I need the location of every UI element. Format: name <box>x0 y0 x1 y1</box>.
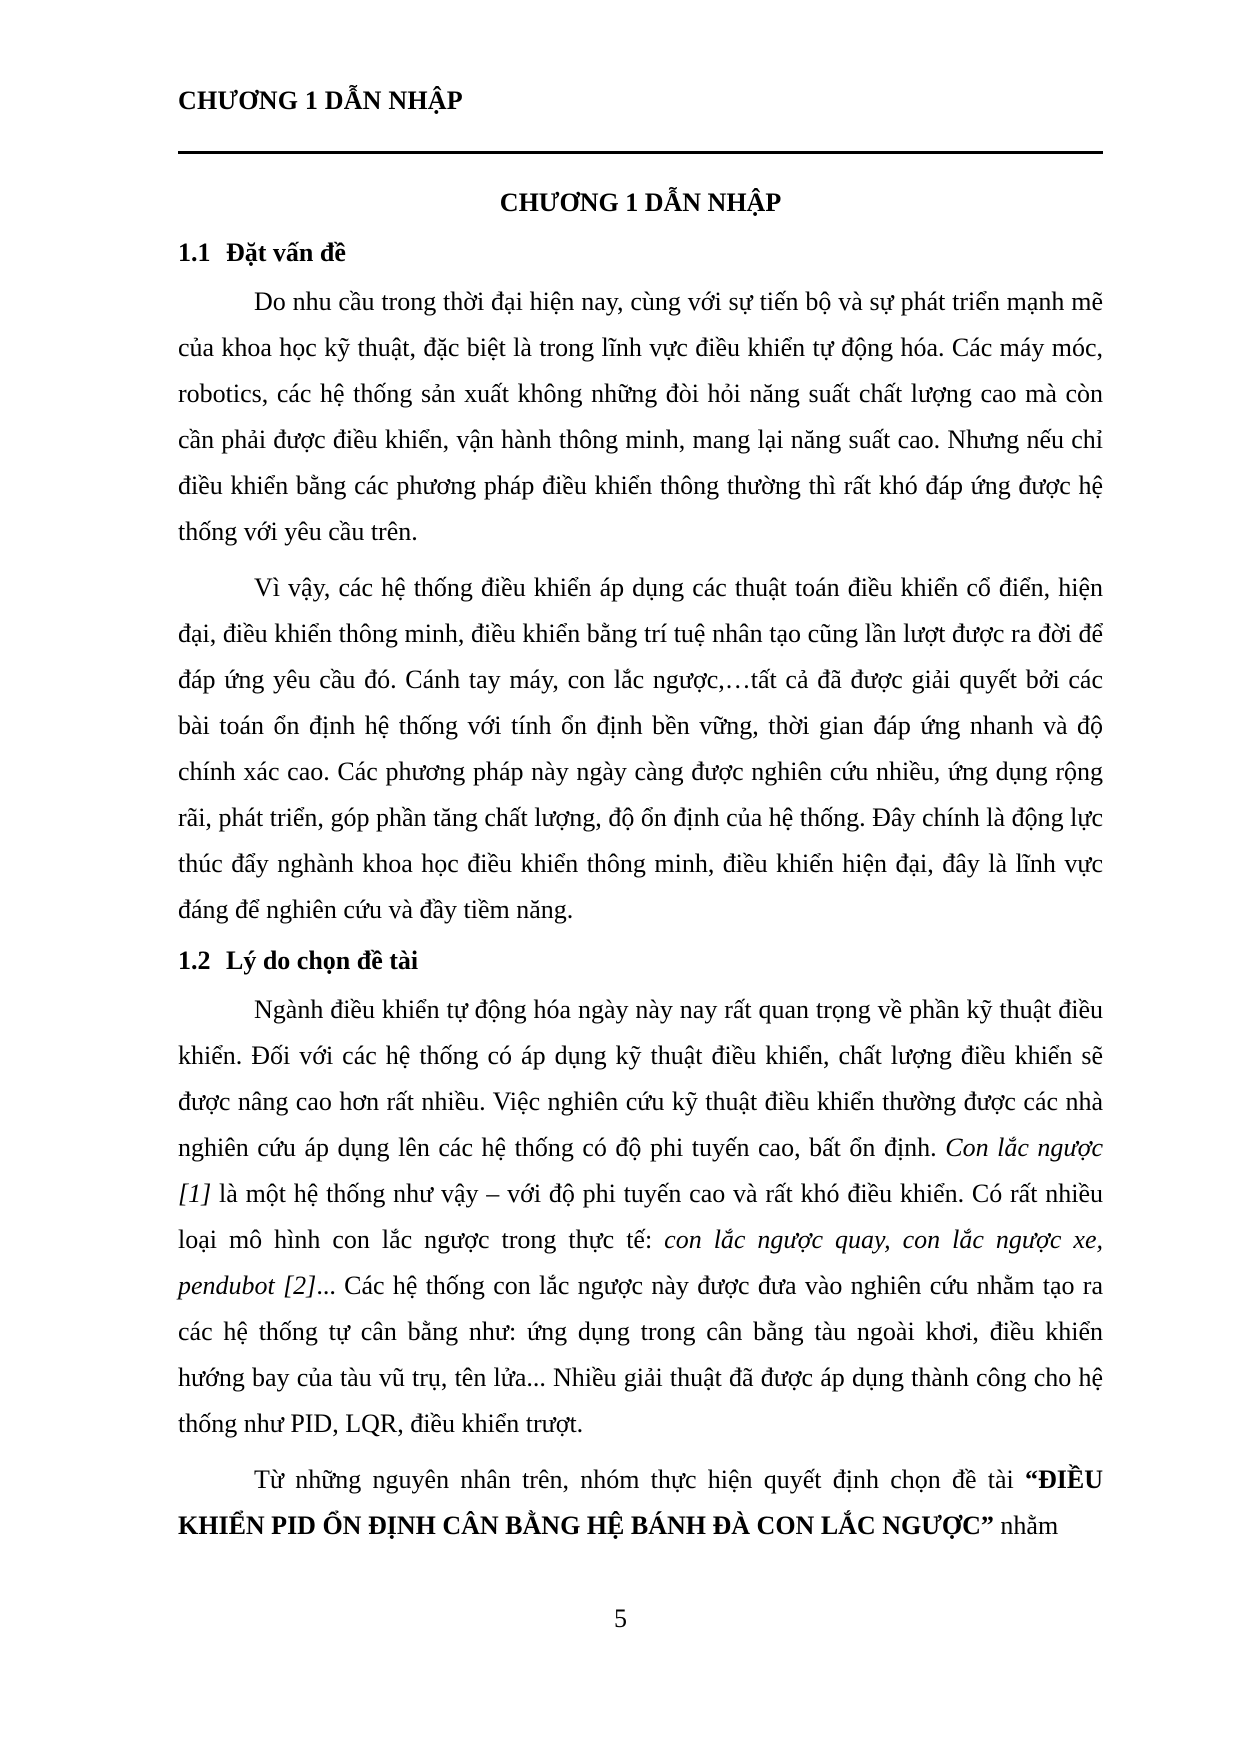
chapter-title: CHƯƠNG 1 DẪN NHẬP <box>499 188 782 217</box>
text-run: ... Các hệ thống con lắc ngược này được đưa vào nghiên cứu nhằm tạo ra các hệ thống tự cân bằng như: ứng dụng trong cân bằng tàu ngoài khơi, điều khiển hướng bay của tàu vũ trụ, tên lửa... Nhiều giải thuật đã được áp dụng thành công cho hệ thống như PID, LQR, điều khiển trượt. <box>178 1271 1104 1438</box>
header-rule <box>178 151 1103 154</box>
text-run: Từ những nguyên nhân trên, nhóm thực hiện quyết định chọn đề tài <box>254 1465 1025 1494</box>
running-header: CHƯƠNG 1 DẪN NHẬP <box>178 86 463 115</box>
italic-citation: Con lắc ngược [1] <box>178 1133 1104 1208</box>
section-number: 1.1 <box>178 238 211 267</box>
body-content <box>178 185 1103 1559</box>
section-title: Lý do chọn đề tài <box>226 946 419 975</box>
italic-citation: con lắc ngược quay, con lắc ngược xe, pendubot [2] <box>178 1225 1103 1300</box>
paragraph: Do nhu cầu trong thời đại hiện nay, cùng với sự tiến bộ và sự phát triển mạnh mẽ của khoa học kỹ thuật, đặc biệt là trong lĩnh vực điều khiển tự động hóa. Các máy móc, robotics, các hệ thống sản xuất không những đòi hỏi năng suất chất lượng cao mà còn cần phải được điều khiển, vận hành thông minh, mang lại năng suất cao. Nhưng nếu chỉ điều khiển bằng các phương pháp điều khiển thông thường thì rất khó đáp ứng được hệ thống với yêu cầu trên. <box>178 287 1103 546</box>
paragraph <box>178 1457 1103 1549</box>
section-number: 1.2 <box>178 946 211 975</box>
paragraph: Vì vậy, các hệ thống điều khiển áp dụng các thuật toán điều khiển cổ điển, hiện đại, điều khiển thông minh, điều khiển bằng trí tuệ nhân tạo cũng lần lượt được ra đời để đáp ứng yêu cầu đó. Cánh tay máy, con lắc ngược,…tất cả đã được giải quyết bởi các bài toán ổn định hệ thống với tính ổn định bền vững, thời gian đáp ứng nhanh và độ chính xác cao. Các phương pháp này ngày càng được nghiên cứu nhiều, ứng dụng rộng rãi, phát triển, góp phần tăng chất lượng, độ ổn định của hệ thống. Đây chính là động lực thúc đẩy nghành khoa học điều khiển thông minh, điều khiển hiện đại, đây là lĩnh vực đáng để nghiên cứu và đầy tiềm năng. <box>178 573 1103 924</box>
section-title: Đặt vấn đề <box>226 238 346 267</box>
page-number: 5 <box>614 1604 627 1633</box>
section-heading-1-2 <box>178 943 1103 979</box>
section-heading-1-1 <box>178 235 1103 271</box>
thesis-title: “ĐIỀU KHIỂN PID ỔN ĐỊNH CÂN BẰNG HỆ BÁNH ĐÀ CON LẮC NGƯỢC” <box>178 1465 1103 1540</box>
paragraph <box>178 987 1103 1447</box>
text-run: là một hệ thống như vậy – với độ phi tuyến cao và rất khó điều khiển. Có rất nhiều loại mô hình con lắc ngược trong thực tế: <box>178 1179 1103 1254</box>
text-run: Ngành điều khiển tự động hóa ngày này nay rất quan trọng về phần kỹ thuật điều khiển. Đối với các hệ thống có áp dụng kỹ thuật điều khiển, chất lượng điều khiển sẽ được nâng cao hơn rất nhiều. Việc nghiên cứu kỹ thuật điều khiển thường được các nhà nghiên cứu áp dụng lên các hệ thống có độ phi tuyến cao, bất ổn định. <box>178 995 1103 1162</box>
text-run: nhằm <box>993 1511 1059 1540</box>
